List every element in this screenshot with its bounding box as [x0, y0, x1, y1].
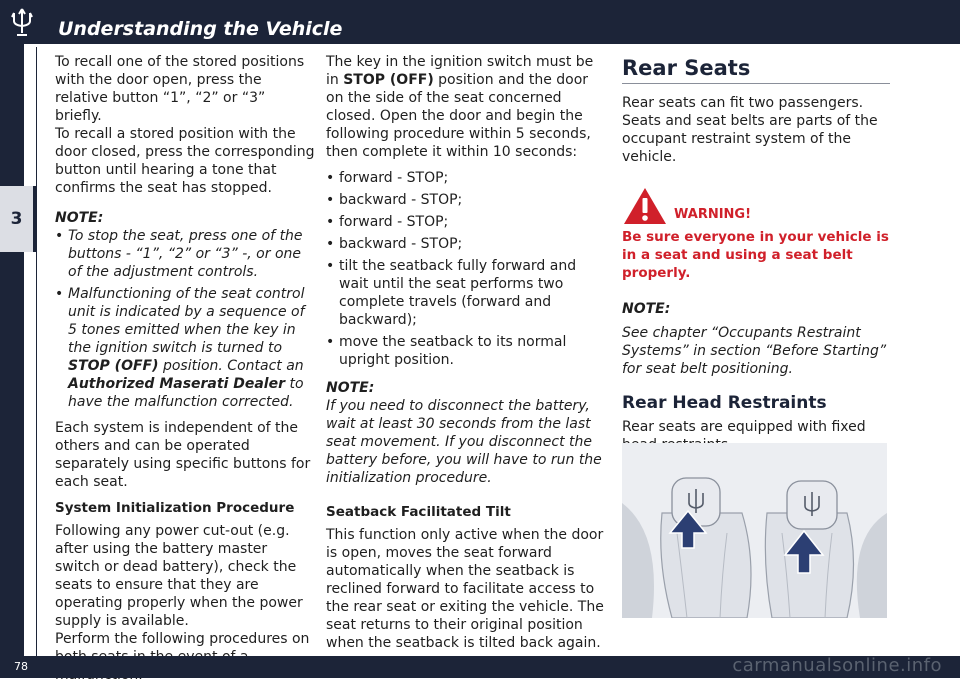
heading-rule [622, 83, 890, 84]
list-item: • backward - STOP; [326, 235, 606, 253]
trident-logo-icon [0, 0, 44, 44]
note-label: NOTE: [622, 301, 671, 317]
warning-header [622, 186, 890, 226]
note-list [55, 227, 315, 411]
section-heading: Rear Seats [622, 56, 751, 80]
list-item: • To stop the seat, press one of the buttons - “1”, “2” or “3” -, or one of the adjustment controls. [55, 227, 315, 281]
note-text: See chapter “Occupants Restraint Systems” in section “Before Starting” for seat belt positioning. [622, 325, 887, 377]
paragraph: To recall one of the stored positions with the door open, press the relative button “1”, “2” or “3” briefly. [55, 54, 305, 124]
note-label: NOTE: [326, 380, 375, 396]
list-item: • move the seatback to its normal upright position. [326, 333, 606, 369]
list-item: • tilt the seatback fully forward and wait until the seat performs two complete travels (forward and backward); [326, 257, 606, 329]
sidebar-line [36, 47, 37, 656]
text: to have the malfunction corrected. [68, 376, 304, 410]
paragraph: This function only active when the door is open, moves the seat forward automatically when the seatback is reclined forward to facilitate access to the rear seat or exiting the vehicle. The seat returns to their original position when the seatback is tilted back again. [326, 527, 604, 651]
procedure-list [326, 169, 606, 369]
column-right [622, 53, 890, 462]
note-text: If you need to disconnect the battery, wait at least 30 seconds from the last seat movement. If you disconnect the battery before, you will have to run the initialization procedure. [326, 398, 602, 486]
text: Malfunctioning of the seat control unit is indicated by a sequence of 5 tones emitted when the key in the ignition switch is turned to [68, 286, 305, 356]
paragraph: To recall a stored position with the door closed, press the corresponding button until hearing a tone that confirms the seat has stopped. [55, 126, 315, 196]
text: position. Contact an [158, 358, 304, 374]
text: The key in the ignition switch must be in [326, 54, 594, 88]
chapter-number: 3 [10, 209, 23, 229]
list-item: • backward - STOP; [326, 191, 606, 209]
subheading: System Initialization Procedure [55, 500, 295, 516]
column-middle [326, 53, 606, 660]
note-label: NOTE: [55, 210, 104, 226]
list-item [55, 285, 315, 411]
column-left [55, 53, 315, 692]
chapter-title: Understanding the Vehicle [58, 18, 343, 40]
text: STOP (OFF) [343, 72, 434, 88]
paragraph: Each system is independent of the others and can be operated separately using specific buttons for each seat. [55, 420, 311, 490]
paragraph: Rear seats are equipped with fixed [622, 419, 866, 435]
text: STOP (OFF) [68, 358, 159, 374]
chapter-tab [0, 186, 36, 252]
paragraph: Perform the following procedures on [55, 631, 310, 647]
watermark: carmanualsonline.info [732, 655, 942, 676]
paragraph: Rear seats can fit two passengers. Seats and seat belts are parts of the occupant restraint system of the vehicle. [622, 95, 878, 165]
sidebar-strip [0, 44, 24, 656]
list-item: • forward - STOP; [326, 213, 606, 231]
rear-head-restraints-illustration [622, 443, 887, 618]
text: position and the door on the side of the seat concerned closed. Open the door and begin the following procedure within 5 seconds, then complete it within 10 seconds: [326, 72, 591, 160]
paragraph [326, 53, 606, 161]
header-rule [44, 44, 960, 47]
warning-triangle-icon [622, 186, 668, 226]
list-item: • forward - STOP; [326, 169, 606, 187]
page-number: 78 [14, 660, 28, 673]
subheading: Seatback Facilitated Tilt [326, 504, 511, 520]
paragraph: Following any power cut-out (e.g. after using the battery master switch or dead battery), check the seats to ensure that they are operating properly when the power supply is available. [55, 523, 303, 629]
section-heading: Rear Head Restraints [622, 393, 827, 413]
text: Authorized Maserati Dealer [68, 376, 286, 392]
warning-text: Be sure everyone in your vehicle is in a seat and using a seat belt properly. [622, 229, 889, 281]
warning-label: WARNING! [674, 207, 752, 222]
